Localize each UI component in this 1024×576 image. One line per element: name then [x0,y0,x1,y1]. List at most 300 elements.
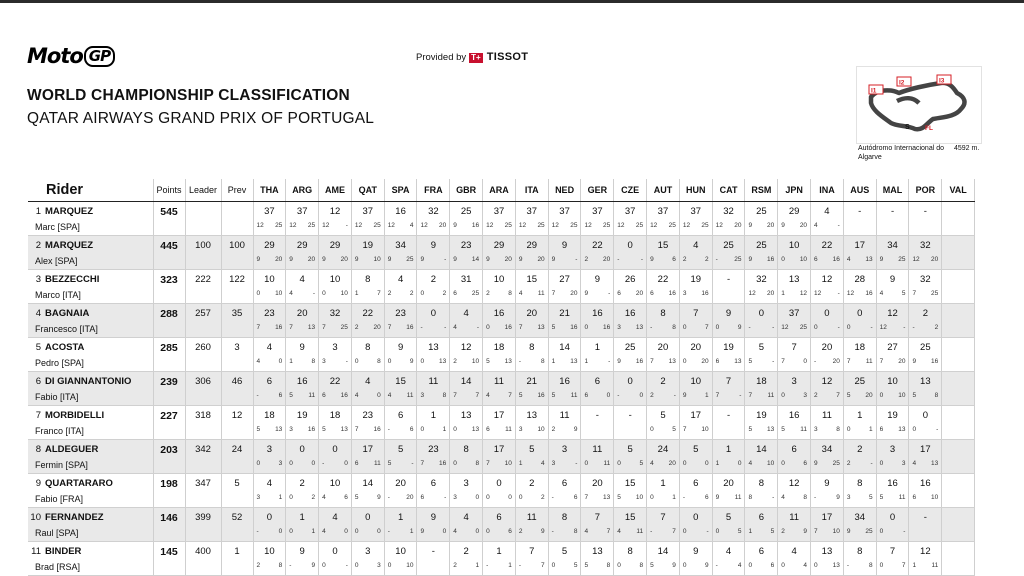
race-points: 8 [278,562,283,569]
sprint-points: 0 [354,562,359,569]
race-total: - [595,410,599,421]
race-points: 11 [570,392,578,399]
race-points: 16 [865,290,873,297]
race-points-cell [483,372,516,406]
race-total: 2 [430,274,437,285]
race-total: 1 [857,410,863,421]
race-points-cell [745,508,778,542]
sprint-points: 4 [486,392,490,399]
rider-given-name: Fabio [FRA] [35,494,84,504]
race-points-cell [351,338,384,372]
sprint-points: 3 [846,494,851,501]
points-cell: 545 [153,202,185,236]
race-points: 13 [340,426,348,433]
race-points: 10 [471,358,480,365]
race-points-cell [778,474,811,508]
race-points: 1 [278,494,283,501]
race-points-cell [843,406,876,440]
race-total: 32 [920,240,931,251]
rider-position: 6 [35,376,41,387]
race-total: 4 [365,376,371,387]
rider-cell [28,270,153,304]
rider-column-header: Rider [28,179,153,202]
race-points: 11 [636,528,644,535]
race-points-cell [450,440,483,474]
race-total: 9 [299,546,305,557]
race-points: 9 [409,358,414,365]
race-points: 11 [505,426,512,433]
rider-given-name: Fermin [SPA] [35,460,88,470]
sprint-points: 0 [486,324,490,331]
sprint-points: 5 [584,562,589,569]
sprint-points: 7 [420,460,425,467]
race-points: 8 [934,392,939,399]
race-points: 16 [931,358,939,365]
race-total: 37 [690,206,702,217]
sprint-points: 7 [846,358,851,365]
race-total: 5 [529,444,535,455]
race-total: 9 [725,308,732,319]
race-total: 37 [657,206,669,217]
race-total: 24 [657,444,669,455]
leader-gap-cell: 257 [185,304,221,338]
race-points-cell [843,474,876,508]
sprint-points: - [650,324,653,331]
race-points-cell [843,304,876,338]
points-cell: 145 [153,542,185,576]
sprint-points: 0 [289,528,293,535]
race-total: 16 [296,376,308,387]
finish-label: FL [925,125,933,132]
race-total: 0 [266,512,273,523]
race-column-header-fra: FRA [417,179,450,202]
race-points: 0 [508,494,512,501]
race-total: 0 [627,240,633,251]
race-points: 10 [504,460,512,467]
race-points-cell [909,542,942,576]
race-total: 8 [463,444,469,455]
race-points: - [608,290,611,297]
race-points-cell [712,474,745,508]
race-points-cell [548,202,581,236]
sprint-points: 7 [584,494,589,501]
race-total: 15 [624,478,636,489]
race-total: 19 [690,274,702,285]
sprint-points: 3 [420,392,425,399]
race-points: 9 [737,324,742,331]
race-points-cell [679,542,712,576]
race-points: 25 [734,256,742,263]
race-points-cell [712,440,745,474]
race-total: 5 [693,444,699,455]
sprint-points: 2 [814,392,818,399]
race-points: 4 [737,562,742,569]
race-total: 23 [264,308,275,319]
sprint-points: - [420,324,423,331]
prev-gap-cell: 35 [221,304,253,338]
race-total: 4 [725,546,732,557]
sprint-points: 9 [584,290,589,297]
race-total: 25 [460,206,472,217]
leader-gap-cell: 260 [185,338,221,372]
race-points: 6 [508,528,512,535]
rider-position: 2 [35,240,41,251]
race-total: 4 [299,274,305,285]
race-points-cell [483,542,516,576]
race-points-cell [679,304,712,338]
sprint-points: 7 [912,290,917,297]
race-points-cell [384,372,417,406]
race-total: 18 [329,410,341,421]
sprint-points: 6 [453,290,457,297]
race-total: 29 [788,206,800,217]
race-column-header-ita: ITA [515,179,548,202]
race-points: 16 [307,426,316,433]
sprint-points: 2 [551,426,556,433]
race-total: 7 [594,512,601,523]
race-points: 11 [406,392,414,399]
race-points: 9 [541,528,545,535]
race-total: 16 [624,308,636,319]
race-total: 5 [725,512,732,523]
rider-cell [28,440,153,474]
sprint-points: 7 [387,324,392,331]
race-total: 3 [365,546,371,557]
race-points: 10 [340,290,348,297]
race-points-cell [614,440,647,474]
sprint-points: 7 [486,460,490,467]
race-points-cell [745,542,778,576]
sprint-points: 0 [453,460,457,467]
sprint-points: 0 [814,562,818,569]
leader-gap-cell: 100 [185,236,221,270]
rider-surname: MORBIDELLI [45,410,105,421]
race-total: 7 [529,546,535,557]
race-points-cell [778,202,811,236]
sprint-points: 6 [814,256,818,263]
race-total: 10 [264,274,275,285]
race-points-cell [319,338,352,372]
sprint-points: 9 [715,494,720,501]
sprint-points: 0 [289,460,293,467]
rider-given-name: Francesco [ITA] [35,324,98,334]
race-points: - [903,528,906,535]
rider-position: 4 [35,308,41,319]
race-points: 1 [869,426,873,433]
sprint-points: - [814,358,817,365]
sprint-points: 4 [879,290,884,297]
rider-given-name: Fabio [ITA] [35,392,79,402]
race-points-cell [745,202,778,236]
race-points-cell [581,372,614,406]
race-total: 37 [296,206,308,217]
race-total: 27 [887,342,898,353]
race-points: - [312,290,316,297]
race-points: 20 [767,222,775,229]
race-column-header-qat: QAT [351,179,384,202]
race-total: 12 [460,342,472,353]
race-total: 22 [329,376,341,387]
sprint-points: 0 [879,460,884,467]
race-points-cell [909,508,942,542]
rider-surname: BAGNAIA [45,308,90,319]
sprint-points: 0 [256,290,261,297]
sprint-points: 0 [387,562,392,569]
race-total: 16 [559,376,570,387]
race-points-cell [876,508,909,542]
race-points: 4 [803,562,808,569]
race-points: 8 [442,392,447,399]
race-total: - [628,410,632,421]
race-points: 7 [672,528,676,535]
race-points-cell [581,406,614,440]
race-column-header-mal: MAL [876,179,909,202]
race-points-cell [384,440,417,474]
race-total: 17 [493,410,505,421]
race-points: 9 [573,426,578,433]
race-total: 26 [624,274,636,285]
race-points-cell [286,542,319,576]
race-points-cell [515,236,548,270]
race-total: 10 [788,240,800,251]
race-points-cell [384,270,417,304]
sprint-points: 9 [748,256,753,263]
race-total: 19 [296,410,308,421]
race-points-cell [286,508,319,542]
race-points-cell [351,236,384,270]
race-total: 12 [329,206,341,217]
leader-column-header: Leader [185,179,221,202]
race-points-cell [942,440,975,474]
race-total: 6 [496,512,502,523]
race-points: 13 [668,358,676,365]
sprint-points: 0 [322,562,326,569]
race-points-cell [515,406,548,440]
race-points: 6 [705,494,709,501]
race-points: 9 [803,528,808,535]
race-total: 0 [365,512,371,523]
race-total: 0 [857,308,863,319]
race-points: 13 [471,426,480,433]
race-points: 2 [934,324,939,331]
race-total: 10 [329,274,341,285]
leader-gap-cell: 399 [185,508,221,542]
circuit-info [858,144,988,162]
race-points: 1 [442,426,447,433]
race-column-header-ina: INA [811,179,844,202]
race-points-cell [811,270,844,304]
race-points: 5 [901,290,906,297]
sprint-points: 1 [354,290,359,297]
race-points-cell [942,542,975,576]
race-total: 11 [494,376,504,387]
race-points: 7 [377,290,381,297]
sprint-points: 12 [748,290,756,297]
sprint-points: 3 [289,426,293,433]
sprint-points: 0 [879,562,884,569]
rider-cell [28,372,153,406]
rider-given-name: Franco [ITA] [35,426,84,436]
race-points-cell [745,372,778,406]
race-points-cell [253,406,286,440]
sprint-points: 7 [879,358,884,365]
race-total: 8 [529,342,535,353]
rider-cell [28,236,153,270]
race-points: 6 [770,562,775,569]
race-total: 6 [266,376,273,387]
race-points: - [345,562,348,569]
race-points-cell [319,372,352,406]
race-total: 9 [889,274,896,285]
race-points-cell [843,236,876,270]
race-points: 11 [931,562,939,569]
race-points: 9 [836,494,840,501]
sprint-points: 5 [486,358,490,365]
sprint-points: 0 [781,256,785,263]
prev-gap-cell: 52 [221,508,253,542]
race-total: 22 [592,240,603,251]
race-points-cell [712,270,745,304]
race-points-cell [286,440,319,474]
race-points-cell [581,440,614,474]
race-total: 9 [430,512,437,523]
sprint-points: 0 [453,426,457,433]
race-points-cell [253,202,286,236]
sprint-points: 1 [584,358,589,365]
sprint-points: 5 [781,426,785,433]
rider-position: 1 [35,206,41,217]
race-points: - [772,324,775,331]
race-total: 4 [693,240,699,251]
race-points: 16 [406,324,414,331]
race-total: 5 [627,444,633,455]
race-total: 1 [725,444,732,455]
race-points: 10 [373,256,381,263]
race-points-cell [515,440,548,474]
race-points-cell [811,202,844,236]
sprint-points: - [551,494,554,501]
race-total: 1 [430,410,437,421]
race-points: 25 [799,324,808,331]
race-points-cell [253,304,286,338]
race-total: 10 [887,376,898,387]
sprint-points: 12 [518,222,527,229]
race-points: 1 [508,562,512,569]
sprint-points: 12 [879,324,887,331]
race-points-cell [614,270,647,304]
race-points-cell [581,236,614,270]
sprint-points: 5 [518,392,523,399]
race-points: 11 [898,494,906,501]
race-points: 4 [409,222,414,229]
race-points: 20 [504,256,512,263]
race-points-cell [778,440,811,474]
sprint-points: 9 [748,222,753,229]
rider-position: 3 [35,274,41,285]
race-total: 13 [460,410,472,421]
race-points: 2 [705,256,709,263]
race-points-cell [515,542,548,576]
race-points: 20 [373,324,381,331]
race-points-cell [417,440,450,474]
race-total: 16 [788,410,800,421]
race-column-header-jpn: JPN [778,179,811,202]
race-points: 2 [311,494,316,501]
race-points-cell [450,338,483,372]
race-points-cell [745,338,778,372]
sprint-points: 7 [715,392,720,399]
race-points-cell [843,440,876,474]
race-points-cell [483,508,516,542]
sprint-points: 5 [551,392,556,399]
race-column-header-ned: NED [548,179,581,202]
sprint-points: 7 [814,528,818,535]
sprint-points: 0 [781,460,785,467]
race-total: 16 [887,478,898,489]
race-total: 3 [332,342,338,353]
sprint-points: 0 [682,528,687,535]
sprint-points: 9 [781,222,785,229]
sprint-points: 12 [289,222,297,229]
race-points: 0 [475,494,480,501]
race-points-cell [876,236,909,270]
race-points-cell [876,304,909,338]
race-points-cell [384,406,417,440]
race-points-cell [384,202,417,236]
race-points-cell [909,236,942,270]
race-total: 11 [559,410,570,421]
race-total: 25 [624,342,636,353]
race-points: 13 [537,324,545,331]
race-points-cell [811,474,844,508]
sprint-points: - [518,358,522,365]
race-column-header-gbr: GBR [450,179,483,202]
race-total: 37 [493,206,505,217]
race-column-header-cze: CZE [614,179,647,202]
race-points: 0 [705,460,709,467]
race-points-cell [515,270,548,304]
race-points-cell [614,508,647,542]
race-points: 16 [832,256,840,263]
sprint-points: 12 [387,222,395,229]
race-points-cell [483,304,516,338]
race-points-cell [351,406,384,440]
race-total: 1 [496,546,502,557]
race-points-cell [483,236,516,270]
points-cell: 445 [153,236,185,270]
race-total: 20 [526,308,538,319]
race-column-header-ara: ARA [483,179,516,202]
race-total: 25 [756,240,767,251]
race-points-cell [253,474,286,508]
race-total: 6 [791,444,797,455]
race-points: 13 [603,494,611,501]
race-points-cell [843,542,876,576]
race-points-cell [647,236,680,270]
race-total: 1 [660,478,666,489]
race-total: 34 [887,240,898,251]
race-points: - [673,392,676,399]
race-points-cell [647,372,680,406]
race-points-cell [843,338,876,372]
race-points: - [837,222,840,229]
start-label: S [905,124,910,131]
race-points: 25 [603,222,611,229]
prev-gap-cell: 122 [221,270,253,304]
race-total: 4 [266,478,273,489]
sprint-points: 6 [354,460,359,467]
race-total: 8 [758,478,764,489]
